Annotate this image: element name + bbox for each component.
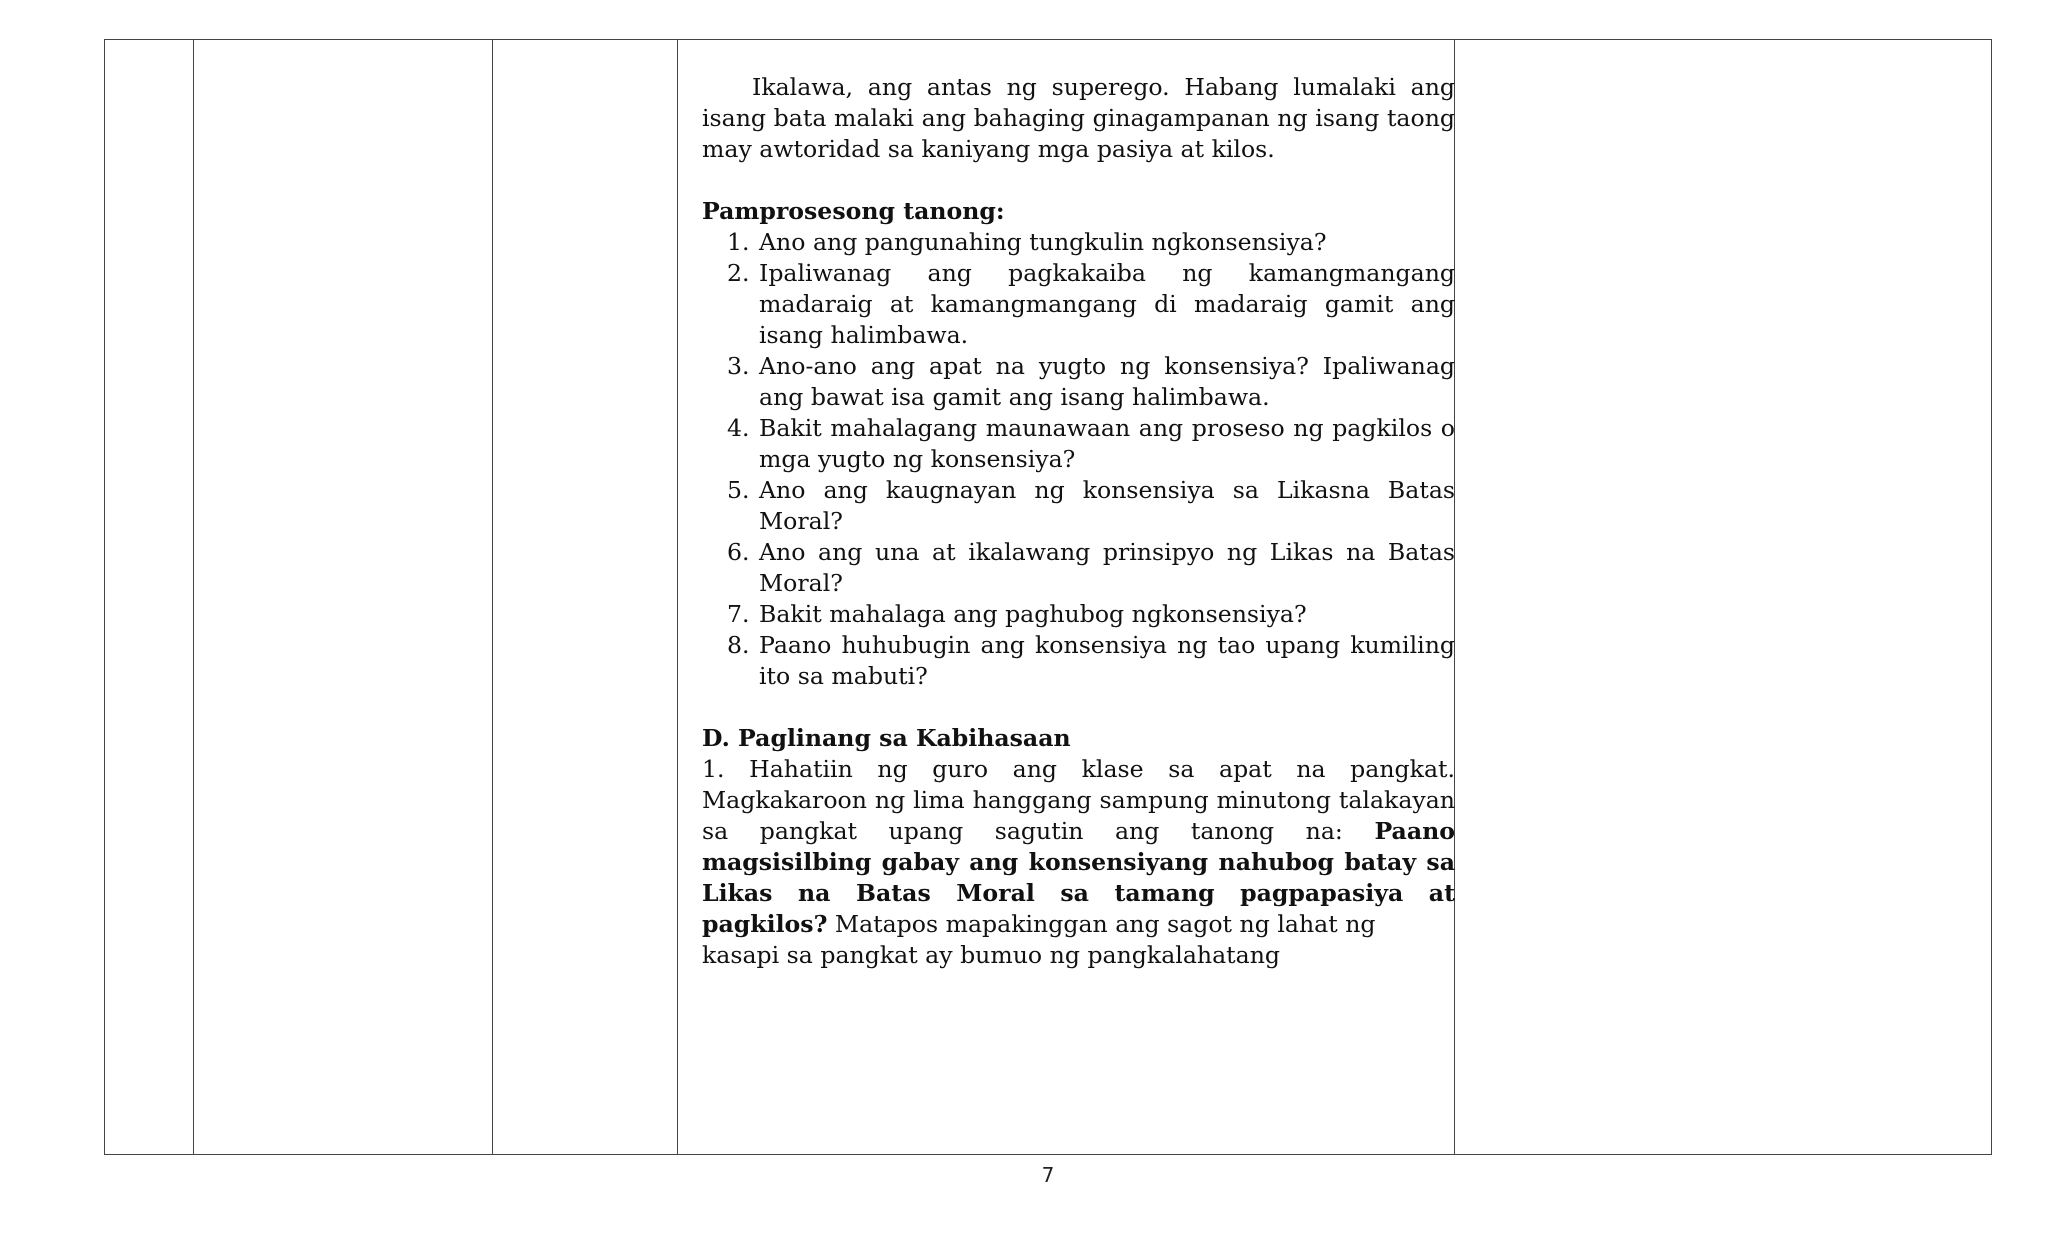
lesson-content-cell [689,40,1467,971]
list-item: 7. Bakit mahalaga ang paghubog ngkonsensiya? [757,599,1455,630]
section-d-last-line: kasapi sa pangkat ay bumuo ng pangkalahatang [702,941,1280,969]
list-item: 4. Bakit mahalagang maunawaan ang proseso ng pagkilos o mga yugto ng konsensiya? [757,413,1455,475]
list-item: 5. Ano ang kaugnayan ng konsensiya sa Likasna Batas Moral? [757,475,1455,537]
spacer [702,692,1455,723]
section-d-paragraph [702,754,1455,940]
process-questions-heading: Pamprosesong tanong: [702,197,1005,225]
section-d-paragraph-start: 1. Hahatiin ng guro ang klase sa apat na pangkat. Magkakaroon ng lima hanggang sampung minutong talakayan sa pangkat upang sagutin ang tanong na: [702,755,1455,845]
section-d-heading: D. Paglinang sa Kabihasaan [702,724,1071,752]
lesson-plan-table [104,39,1992,1155]
list-item: 2. Ipaliwanag ang pagkakaiba ng kamangmangang madaraig at kamangmangang di madaraig gamit ang isang halimbawa. [757,258,1455,351]
column-divider [193,40,194,1154]
process-questions-list [702,227,1455,692]
section-d-paragraph-end: Matapos mapakinggan ang sagot ng lahat ng [834,910,1376,938]
section-d-bold-question: Paano magsisilbing gabay ang konsensiyang nahubog batay sa Likas na Batas Moral sa tamang pagpapasiya at pagkilos? [702,817,1456,938]
page-number: 7 [1041,1163,1055,1187]
column-divider [677,40,678,1154]
spacer [702,165,1455,196]
intro-paragraph: Ikalawa, ang antas ng superego. Habang lumalaki ang isang bata malaki ang bahaging ginagampanan ng isang taong may awtoridad sa kaniyang mga pasiya at kilos. [702,73,1455,163]
list-item: 1. Ano ang pangunahing tungkulin ngkonsensiya? [757,227,1455,258]
list-item: 8. Paano huhubugin ang konsensiya ng tao upang kumiling ito sa mabuti? [757,630,1455,692]
list-item: 3. Ano-ano ang apat na yugto ng konsensiya? Ipaliwanag ang bawat isa gamit ang isang halimbawa. [757,351,1455,413]
column-divider [492,40,493,1154]
list-item: 6. Ano ang una at ikalawang prinsipyo ng Likas na Batas Moral? [757,537,1455,599]
